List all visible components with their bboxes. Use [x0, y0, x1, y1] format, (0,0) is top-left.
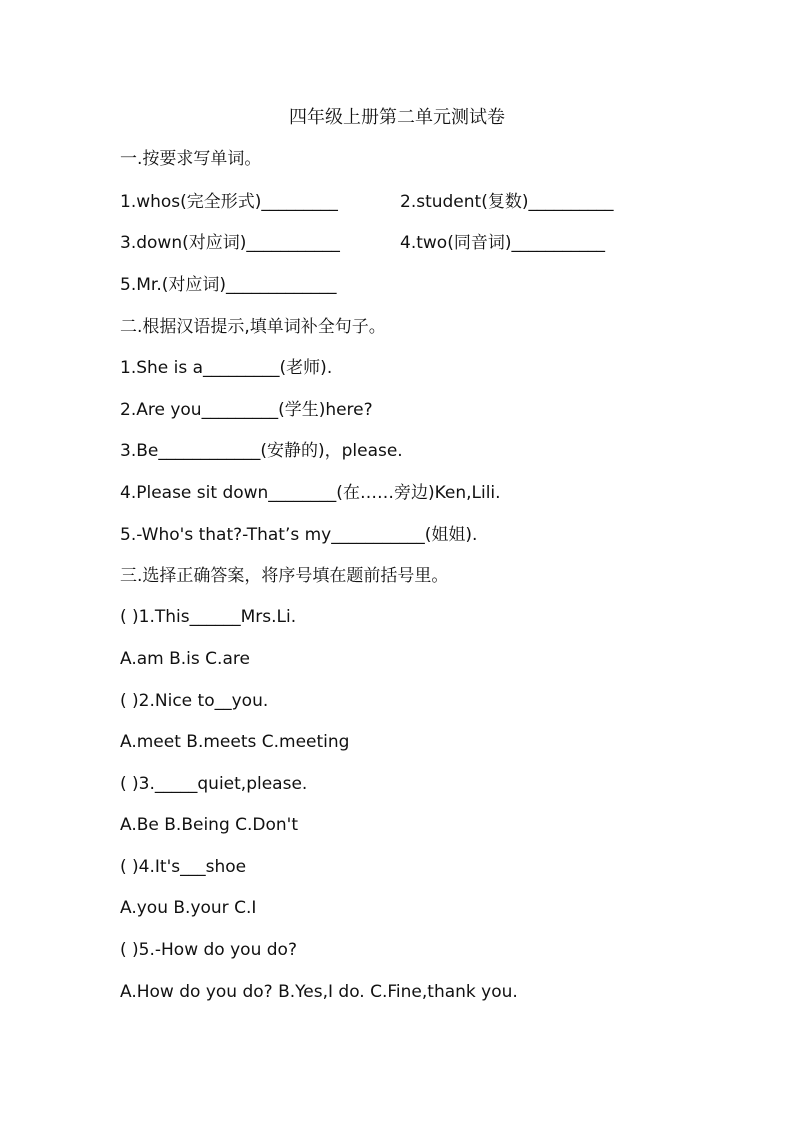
s1-item-2: 2.student(复数)__________	[400, 192, 614, 212]
s3-options-3: A.Be B.Being C.Don't	[120, 815, 299, 835]
section-2-heading: 二.根据汉语提示,填单词补全句子。	[120, 317, 386, 337]
s1-item-1: 1.whos(完全形式)_________	[120, 192, 338, 212]
section-1-heading: 一.按要求写单词。	[120, 149, 262, 169]
s2-item-2: 2.Are you_________(学生)here?	[120, 400, 373, 420]
s2-item-5: 5.-Who's that?-That’s my___________(姐姐).	[120, 525, 478, 545]
s3-options-4: A.you B.your C.I	[120, 898, 257, 918]
s3-question-3: ( )3._____quiet,please.	[120, 774, 308, 794]
s3-options-2: A.meet B.meets C.meeting	[120, 732, 350, 752]
section-3-heading: 三.选择正确答案，将序号填在题前括号里。	[120, 566, 449, 586]
s1-item-4: 4.two(同音词)___________	[400, 233, 605, 253]
s3-options-1: A.am B.is C.are	[120, 649, 250, 669]
s1-item-5: 5.Mr.(对应词)_____________	[120, 275, 337, 295]
s3-question-4: ( )4.It's___shoe	[120, 857, 247, 877]
s3-question-1: ( )1.This______Mrs.Li.	[120, 607, 297, 627]
s3-question-2: ( )2.Nice to__you.	[120, 691, 269, 711]
page-title: 四年级上册第二单元测试卷	[289, 107, 505, 128]
s2-item-4: 4.Please sit down________(在……旁边)Ken,Lili.	[120, 483, 501, 503]
s2-item-1: 1.She is a_________(老师).	[120, 358, 333, 378]
s1-item-3: 3.down(对应词)___________	[120, 233, 340, 253]
s3-options-5: A.How do you do? B.Yes,I do. C.Fine,thank you.	[120, 982, 518, 1002]
s3-question-5: ( )5.-How do you do?	[120, 940, 297, 960]
s2-item-3: 3.Be____________(安静的)，please.	[120, 441, 403, 461]
